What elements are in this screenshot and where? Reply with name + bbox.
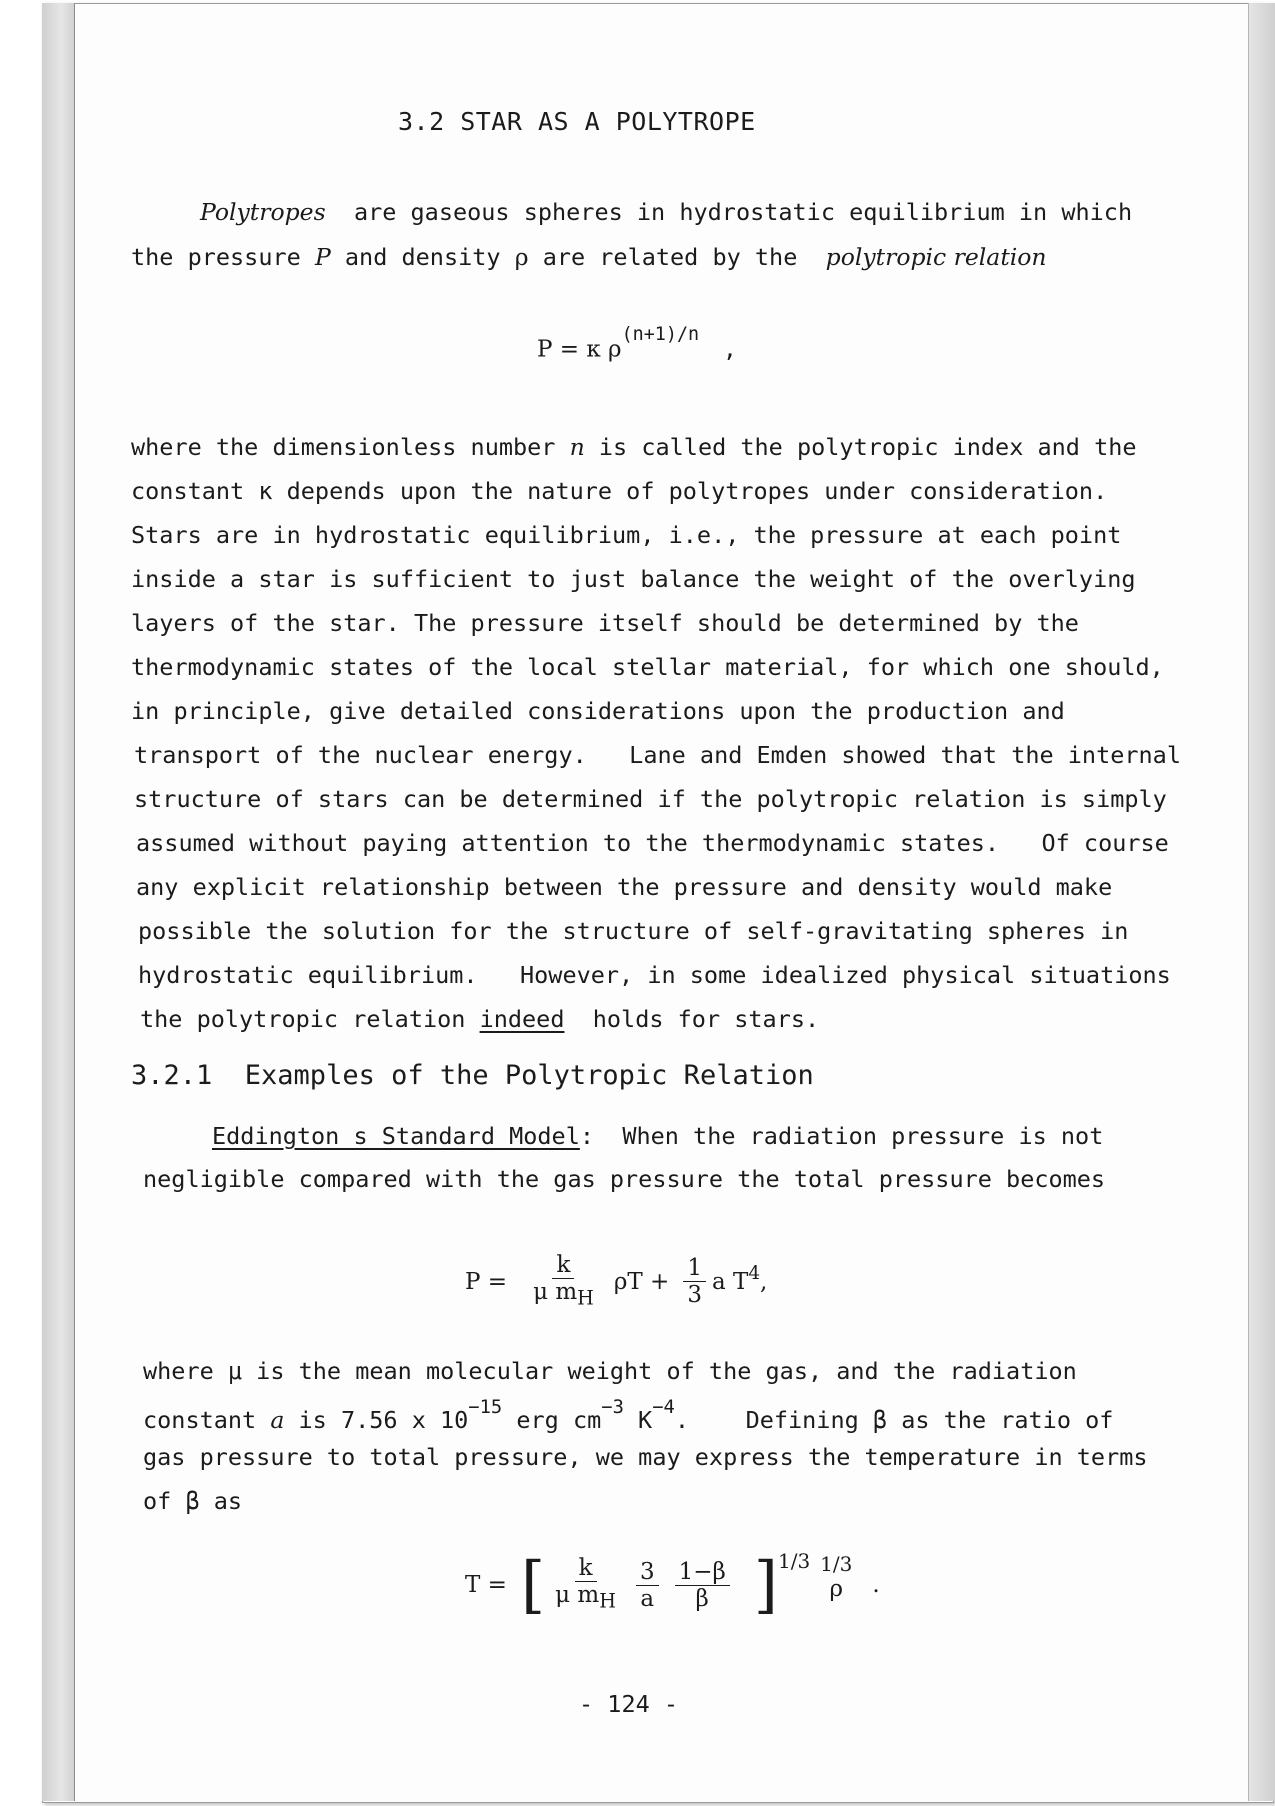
para1-line-9: structure of stars can be determined if the polytropic relation is simply xyxy=(134,785,1167,813)
intro-text: the pressure xyxy=(131,243,301,271)
fraction-1-beta xyxy=(675,1559,730,1612)
eq3-num3: 1−β xyxy=(675,1559,730,1586)
equation-total-pressure xyxy=(465,1252,767,1312)
intro-text: and density xyxy=(344,243,501,271)
unit-k: K xyxy=(638,1405,653,1434)
para-text: is 7.56 x 10 xyxy=(298,1405,469,1434)
fraction-one-third xyxy=(683,1255,706,1308)
eq2-den2: 3 xyxy=(687,1282,702,1309)
var-a: a xyxy=(270,1405,285,1434)
eq3-exponent: 1/3 xyxy=(777,1549,811,1573)
var-rho: ρ xyxy=(514,243,529,271)
eq2-exp4: 4 xyxy=(748,1263,761,1285)
eq3-num2: 3 xyxy=(636,1559,659,1586)
underlined-indeed: indeed xyxy=(479,1005,565,1033)
para3-line-4: of β as xyxy=(143,1487,243,1515)
exp-minus-15: −15 xyxy=(468,1397,503,1418)
para1-line-11: any explicit relationship between the pressure and density would make xyxy=(136,873,1113,901)
eq3-den3: β xyxy=(695,1585,709,1612)
fraction-k-mu-mh xyxy=(551,1555,620,1615)
subsection-title: 3.2.1 Examples of the Polytropic Relation xyxy=(131,1060,814,1091)
rho-exponent: 1/3 xyxy=(820,1552,853,1576)
para-text: constant xyxy=(143,1405,257,1434)
term-polytropic-relation: polytropic relation xyxy=(825,243,1047,271)
var-p: P xyxy=(314,243,331,271)
eq2-lhs: P = xyxy=(465,1268,508,1295)
para1-line-7: in principle, give detailed considerations upon the production and xyxy=(131,697,1065,725)
para3-line-1: where μ is the mean molecular weight of the gas, and the radiation xyxy=(143,1357,1077,1385)
para1-line-1 xyxy=(131,433,1137,461)
intro-text: are related by the xyxy=(542,243,798,271)
rho: ρ xyxy=(829,1576,844,1602)
fraction-k-mu-mh xyxy=(529,1252,598,1312)
intro-line-2 xyxy=(131,243,1047,271)
equation-temperature xyxy=(465,1548,880,1621)
para1-line-12: possible the solution for the structure of self-gravitating spheres in xyxy=(138,917,1129,945)
para1-line-2: constant κ depends upon the nature of polytropes under consideration. xyxy=(131,477,1108,505)
eq3-den1: μ m xyxy=(555,1582,600,1609)
eq1-exponent: (n+1)/n xyxy=(621,324,700,345)
eq2-rho-t: ρT + xyxy=(613,1268,670,1295)
intro-line-1 xyxy=(200,198,1132,226)
para3-line-3: gas pressure to total pressure, we may express the temperature in terms xyxy=(143,1443,1148,1471)
open-bracket: [ xyxy=(520,1548,546,1621)
para-text: . Defining β as the ratio of xyxy=(674,1405,1114,1434)
rho-power xyxy=(820,1552,853,1610)
unit-cm: erg cm xyxy=(516,1405,602,1434)
eq2-denominator: μ m xyxy=(533,1279,578,1305)
eq2-num2: 1 xyxy=(683,1255,706,1282)
term-polytropes: Polytropes xyxy=(200,198,326,226)
para-text: holds for stars. xyxy=(592,1005,820,1033)
page-sheet xyxy=(42,3,1274,1803)
para-text: where the dimensionless number xyxy=(131,433,556,461)
close-bracket: ] xyxy=(753,1548,778,1621)
book-spine xyxy=(42,3,75,1801)
eq2-numerator: k xyxy=(552,1252,574,1279)
para1-line-8: transport of the nuclear energy. Lane and Emden showed that the internal xyxy=(134,741,1181,769)
para-text: is called the polytropic index and the xyxy=(598,433,1137,461)
para2-line-1 xyxy=(212,1122,1103,1150)
eq3-num1: k xyxy=(575,1555,597,1582)
eq1-comma: , xyxy=(722,336,737,363)
fraction-3-a xyxy=(636,1559,659,1612)
page-number: - 124 - xyxy=(579,1690,679,1718)
para1-line-5: layers of the star. The pressure itself should be determined by the xyxy=(131,609,1079,637)
para-text: When the radiation pressure is not xyxy=(622,1122,1104,1150)
para1-line-13: hydrostatic equilibrium. However, in some idealized physical situations xyxy=(138,961,1171,989)
para1-line-3: Stars are in hydrostatic equilibrium, i.e., the pressure at each point xyxy=(131,521,1122,549)
eq2-a-t: a T xyxy=(711,1268,749,1295)
eq1-lhs: P = κ ρ xyxy=(537,336,622,363)
eq3-den2: a xyxy=(640,1585,655,1612)
page-edge xyxy=(1248,3,1275,1801)
colon: : xyxy=(579,1122,595,1150)
eq3-sub-h: H xyxy=(599,1589,616,1613)
para1-line-4: inside a star is sufficient to just balance the weight of the overlying xyxy=(131,565,1136,593)
eq2-comma: , xyxy=(760,1268,768,1295)
para2-line-2: negligible compared with the gas pressure the total pressure becomes xyxy=(143,1165,1106,1193)
para1-line-6: thermodynamic states of the local stellar material, for which one should, xyxy=(131,653,1164,681)
para1-line-14 xyxy=(140,1005,819,1033)
exp-minus-4: −4 xyxy=(652,1397,675,1418)
eq3-period: . xyxy=(872,1572,880,1598)
exp-minus-3: −3 xyxy=(601,1397,624,1418)
para-text: the polytropic relation xyxy=(140,1005,466,1033)
var-n: n xyxy=(569,433,585,461)
intro-text: are gaseous spheres in hydrostatic equilibrium in which xyxy=(353,198,1133,226)
para3-line-2 xyxy=(143,1397,1114,1434)
model-heading: Eddington s Standard Model xyxy=(212,1122,580,1150)
eq2-sub-h: H xyxy=(577,1286,594,1310)
equation-polytropic xyxy=(537,324,737,363)
eq3-lhs: T = xyxy=(465,1572,507,1598)
para1-line-10: assumed without paying attention to the thermodynamic states. Of course xyxy=(136,829,1169,857)
section-title: 3.2 STAR AS A POLYTROPE xyxy=(398,107,756,136)
